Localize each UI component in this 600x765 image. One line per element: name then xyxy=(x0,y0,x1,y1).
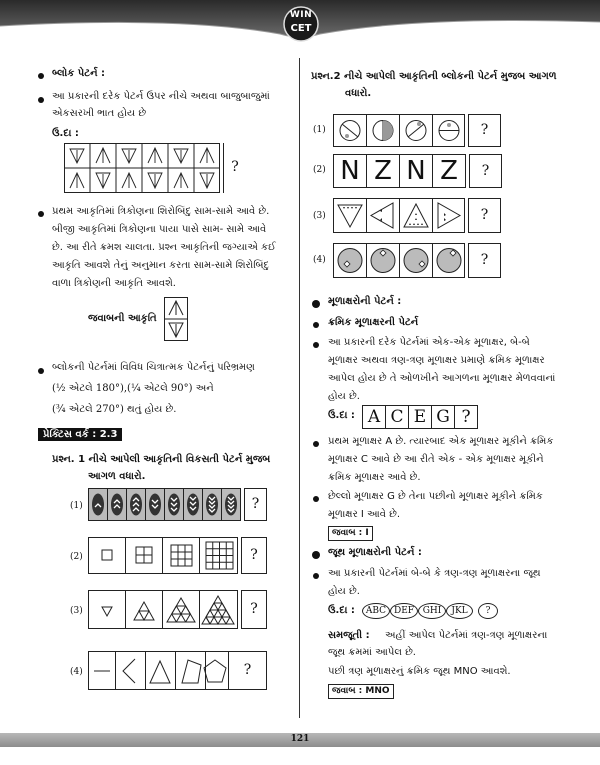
letter-group: JKL xyxy=(446,603,473,619)
question-1-line: પ્રશ્ન. 1 નીચે આપેલી આકૃતિની વિકસતી પેટર્ન મુજબ xyxy=(52,454,271,465)
block-pattern-grid xyxy=(64,143,246,193)
letter-group: ? xyxy=(478,603,498,619)
wincet-logo xyxy=(279,6,323,44)
block-pattern-title: બ્લોક પેટર્ન : xyxy=(52,68,106,79)
explanation-line: જૂથ ક્રમમાં આપેલ છે. xyxy=(328,647,416,658)
block-desc-line: એકસરખી ભાત હોય છે xyxy=(52,108,147,119)
seq-desc-line: મૂળાક્ષર અથવા ત્રણ-ત્રણ મૂળાક્ષર પ્રમાણે ક્રમિક મૂળાક્ષર xyxy=(328,355,545,366)
question-mark-cell: ? xyxy=(469,115,500,146)
left-row-3-figures xyxy=(88,590,268,630)
question-mark-cell: ? xyxy=(229,652,266,689)
row-label: (4) xyxy=(313,255,326,265)
letter-cell: N xyxy=(333,154,367,188)
column-divider xyxy=(299,58,300,718)
question-mark-cell: ? xyxy=(224,143,246,193)
last-letter-line: છેલ્લો મૂળાક્ષર G છે તેના પછીનો મૂળાક્ષર મૂકીને ક્રમિક xyxy=(328,491,543,502)
group-pattern-title: જૂથ મૂળાક્ષરોની પેટર્ન : xyxy=(328,547,422,558)
answer-figure xyxy=(164,297,188,341)
last-letter-line: મૂળાક્ષર I આવે છે. xyxy=(328,509,401,520)
bullet xyxy=(38,211,44,217)
letter-group: GHI xyxy=(418,603,446,619)
row-label: (2) xyxy=(70,552,83,562)
logo-text-top: WIN xyxy=(289,10,313,20)
question-2-line: વધારો. xyxy=(345,88,372,99)
explanation-label: સમજૂતી : xyxy=(328,630,370,641)
explain-line: પ્રથમ આકૃતિમાં ત્રિકોણના શિરોબિંદુ સામ-સામે આવે છે. xyxy=(52,206,270,217)
rotation-line: (½ એટલે 180°),(¼ એટલે 90°) અને xyxy=(52,383,214,394)
seq-desc-line: આ પ્રકારની દરેક પેટર્નમાં એક-એક મૂળાક્ષર, બે-બે xyxy=(328,337,530,348)
row-label: (1) xyxy=(70,501,83,511)
left-row-2-figures xyxy=(88,537,268,575)
letter-cell: N xyxy=(399,154,433,188)
question-1-line: આગળ વધારો. xyxy=(88,471,146,482)
bullet xyxy=(313,441,319,447)
block-desc-line: આ પ્રકારની દરેક પેટર્ન ઉપર નીચે અથવા બાજુબાજુમાં xyxy=(52,91,270,102)
seq-explain-line: મૂળાક્ષર C આવે છે આ રીતે એક - એક મૂળાક્ષર મૂકીને xyxy=(328,454,544,465)
explain-line: બીજી આકૃતિમાં ત્રિકોણના પાયા પાસે સામ- સામે આવે xyxy=(52,224,267,235)
answer-figure-label: જવાબની આકૃતિ xyxy=(88,313,157,324)
alphabet-pattern-title: મૂળાક્ષરોની પેટર્ન : xyxy=(328,296,402,307)
question-mark-cell: ? xyxy=(242,538,266,573)
seq-explain-line: પ્રથમ મૂળાક્ષર A છે. ત્યારબાદ એક મૂળાક્ષર મૂકીને ક્રમિક xyxy=(328,436,554,447)
row-label: (2) xyxy=(313,165,326,175)
bullet xyxy=(38,73,44,79)
bullet xyxy=(312,300,320,308)
example-label: ઉ.દા : xyxy=(328,410,355,421)
row-label: (4) xyxy=(70,667,83,677)
sequence-letter: A xyxy=(362,405,386,429)
question-mark-cell: ? xyxy=(245,489,266,520)
practice-work-tag: પ્રેક્ટિસ વર્ક : 2.3 xyxy=(38,428,122,441)
sequence-letter: C xyxy=(385,405,409,429)
next-group-line: પછી ત્રણ મૂળાક્ષરનું ક્રમિક જૂથ MNO આવશે. xyxy=(328,666,511,677)
bullet xyxy=(312,551,320,559)
row-label: (3) xyxy=(70,606,83,616)
row-label: (1) xyxy=(313,125,326,135)
question-mark-cell: ? xyxy=(242,591,266,628)
rotation-line: (¾ એટલે 270°) થતું હોય છે. xyxy=(52,404,177,415)
answer-box: જવાબ : MNO xyxy=(328,684,394,699)
bullet xyxy=(38,368,44,374)
explain-line: છે. આ રીતે ક્રમશ ચાલતા. પ્રશ્ન આકૃતિની જગ્યાએ કઈ xyxy=(52,242,276,253)
group-desc-line: આ પ્રકારની પેટર્નમાં બે-બે કે ત્રણ-ત્રણ મૂળાક્ષરના જૂથ xyxy=(328,568,541,579)
bullet xyxy=(313,322,319,328)
sequence-letter: ? xyxy=(454,405,478,429)
question-mark-cell: ? xyxy=(469,244,500,277)
example-label: ઉ.દા : xyxy=(328,605,355,616)
bullet xyxy=(313,573,319,579)
answer-box: જવાબ : I xyxy=(328,526,373,541)
row-label: (3) xyxy=(313,211,326,221)
letter-cell: Z xyxy=(366,154,400,188)
group-desc-line: હોય છે. xyxy=(328,586,360,597)
question-2-line: પ્રશ્ન.2 નીચે આપેલી આકૃતિની બ્લોકની પેટર્ન મુજબ આગળ xyxy=(311,71,557,82)
explanation-line: અહીં આપેલ પેટર્નમાં ત્રણ-ત્રણ મૂળાક્ષરના xyxy=(385,630,548,641)
bullet xyxy=(313,496,319,502)
letter-group: DEF xyxy=(390,603,418,619)
page-number: 121 xyxy=(290,734,310,744)
sequence-letter: E xyxy=(408,405,432,429)
bullet xyxy=(38,97,44,103)
question-mark-cell: ? xyxy=(469,199,500,232)
logo-text-bottom: CET xyxy=(290,23,312,34)
explain-line: આકૃતિ આવશે તેનું અનુમાન કરતા સામ-સામે શિરોબિંદુ xyxy=(52,260,270,271)
explain-line: વાળા ત્રિકોણની આકૃતિ આવશે. xyxy=(52,278,176,289)
sequence-letter: G xyxy=(431,405,455,429)
sequential-pattern-title: ક્રમિક મૂળાક્ષરની પેટર્ન xyxy=(328,317,419,328)
seq-desc-line: આપેલ હોય છે તે ઓળખીને આગળના મૂળાક્ષર મેળવવાનાં xyxy=(328,373,556,384)
seq-explain-line: ક્રમિક મૂળાક્ષર આવે છે. xyxy=(328,472,421,483)
rotation-line: બ્લોકની પેટર્નમાં વિવિધ ચિત્રાત્મક પેટર્નનું પરિભ્રમણ xyxy=(52,362,255,373)
example-label: ઉ.દા : xyxy=(52,128,79,139)
bullet xyxy=(313,342,319,348)
seq-desc-line: હોય છે. xyxy=(328,391,360,402)
left-row-1-figures xyxy=(88,488,268,522)
question-mark-cell: ? xyxy=(469,154,502,188)
letter-cell: Z xyxy=(432,154,466,188)
letter-group: ABC xyxy=(362,603,390,619)
